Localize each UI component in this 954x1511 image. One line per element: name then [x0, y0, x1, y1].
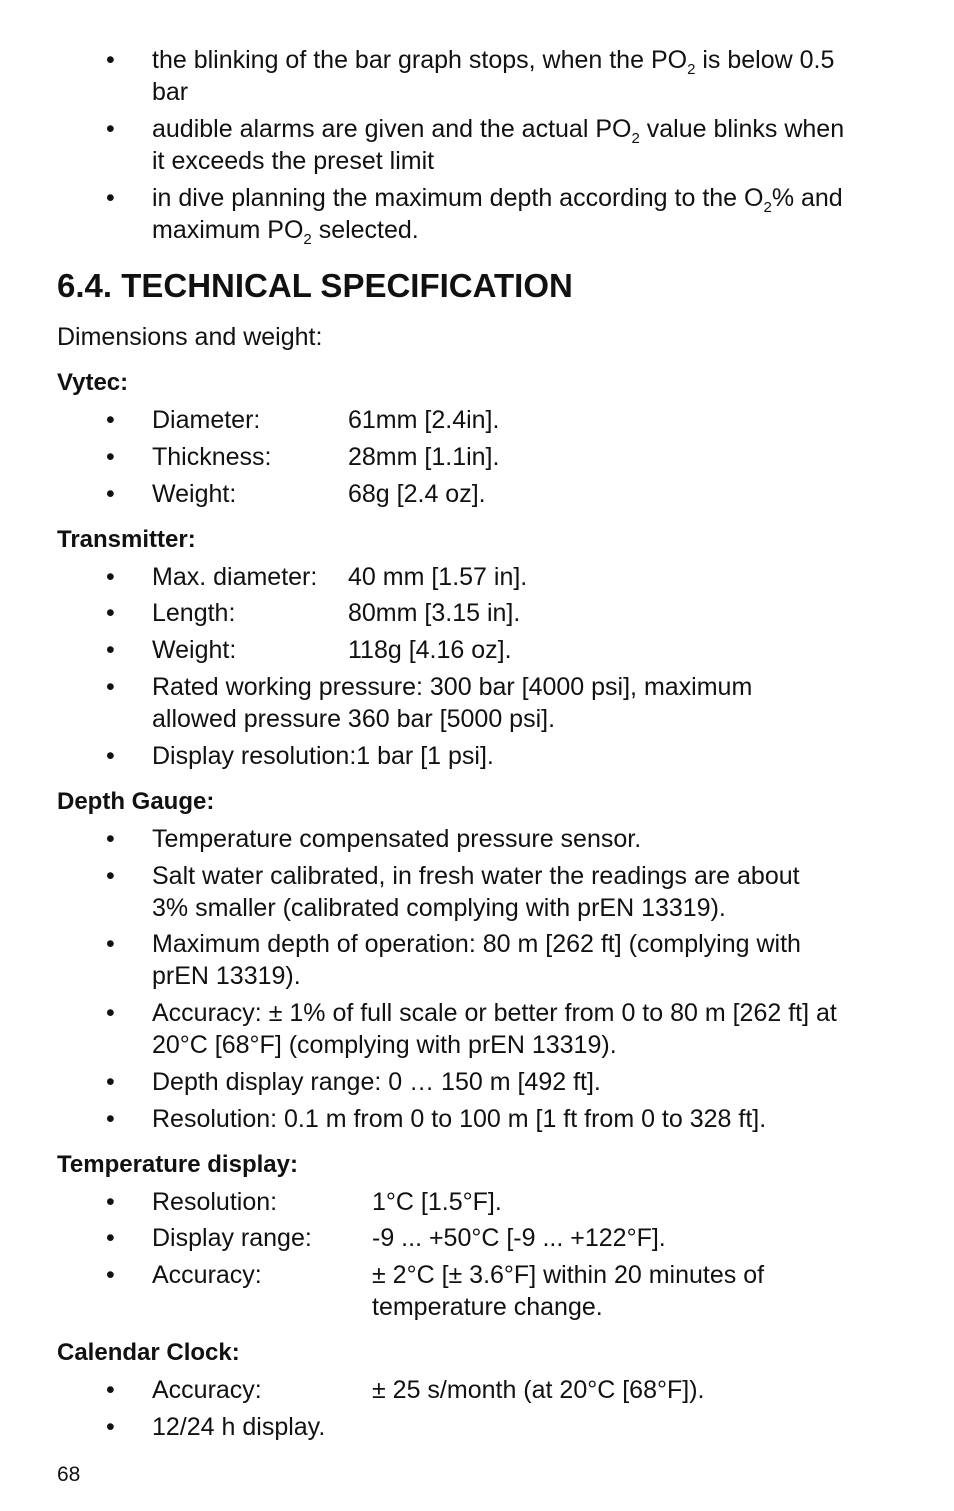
spec-value: 40 mm [1.57 in]. [348, 563, 528, 591]
intro-bullet-3-line1: in dive planning the maximum depth according to the $O_2\%$ and [152, 184, 843, 216]
transmitter-title: Transmitter: [57, 526, 196, 553]
depth-bullet-4-line2: 20°C [68°F] (complying with prEN 13319). [152, 1031, 617, 1059]
bullet-mark [106, 928, 115, 960]
temperature-title: Temperature display: [57, 1151, 298, 1178]
display-resolution: Display resolution:1 bar [1 psi]. [152, 742, 494, 770]
bullet-mark [106, 1066, 115, 1098]
depth-bullet-6: Resolution: 0.1 m from 0 to 100 m [1 ft from 0 to 328 ft]. [152, 1105, 767, 1133]
intro-bullet-2-line1: audible alarms are given and the actual $PO_2$ value blinks when [152, 115, 845, 147]
bullet-mark [106, 634, 115, 666]
bullet-mark [106, 182, 115, 214]
depth-bullet-5: Depth display range: 0 … 150 m [492 ft]. [152, 1068, 601, 1096]
spec-label: Weight: [152, 636, 237, 664]
bullet-mark [106, 1259, 115, 1291]
bullet-mark [106, 997, 115, 1029]
bullet-mark [106, 113, 115, 145]
spec-value: ± 2°C [± 3.6°F] within 20 minutes of [372, 1261, 765, 1289]
spec-label: Max. diameter: [152, 563, 318, 591]
depth-bullet-2-line2: 3% smaller (calibrated complying with prEN 13319). [152, 894, 726, 922]
bullet-mark [106, 44, 115, 76]
spec-value: 68g [2.4 oz]. [348, 480, 486, 508]
spec-value: ± 25 s/month (at 20°C [68°F]). [372, 1376, 705, 1404]
rated-pressure-line1: Rated working pressure: 300 bar [4000 psi], maximum [152, 673, 753, 701]
bullet-mark [106, 671, 115, 703]
depth-bullet-1: Temperature compensated pressure sensor. [152, 825, 642, 853]
intro-text: Dimensions and weight: [57, 323, 323, 351]
bullet-mark [106, 597, 115, 629]
intro-bullet-1-line1: the blinking of the bar graph stops, when the $PO_2$ is below 0.5 [152, 46, 835, 78]
depth-bullet-4-line1: Accuracy: ± 1% of full scale or better from 0 to 80 m [262 ft] at [152, 999, 837, 1027]
spec-label: Diameter: [152, 406, 261, 434]
bullet-mark [106, 1186, 115, 1218]
spec-label: Display range: [152, 1224, 312, 1252]
vytec-title: Vytec: [57, 369, 129, 396]
intro-bullet-1-line2: bar [152, 78, 189, 106]
depth-bullet-3-line2: prEN 13319). [152, 962, 301, 990]
spec-label: Resolution: [152, 1188, 278, 1216]
depth-bullet-2-line1: Salt water calibrated, in fresh water the readings are about [152, 862, 800, 890]
intro-bullet-3-line2: maximum $PO_2$ selected. [152, 216, 419, 248]
spec-value: 80mm [3.15 in]. [348, 599, 521, 627]
spec-value: -9 ... +50°C [-9 ... +122°F]. [372, 1224, 666, 1252]
clock-title: Calendar Clock: [57, 1339, 240, 1366]
spec-label: Accuracy: [152, 1261, 262, 1289]
spec-value: 118g [4.16 oz]. [348, 636, 512, 664]
bullet-mark [106, 1374, 115, 1406]
spec-value: 61mm [2.4in]. [348, 406, 500, 434]
bullet-mark [106, 561, 115, 593]
section-heading: 6.4. TECHNICAL SPECIFICATION [57, 267, 573, 304]
depth-gauge-title: Depth Gauge: [57, 788, 215, 815]
bullet-mark [106, 823, 115, 855]
spec-value: 1°C [1.5°F]. [372, 1188, 502, 1216]
depth-bullet-3-line1: Maximum depth of operation: 80 m [262 ft] (complying with [152, 930, 801, 958]
bullet-mark [106, 441, 115, 473]
bullet-mark [106, 1222, 115, 1254]
spec-value: 28mm [1.1in]. [348, 443, 500, 471]
spec-label: Thickness: [152, 443, 272, 471]
spec-label: Length: [152, 599, 236, 627]
spec-value-continued: temperature change. [372, 1293, 603, 1321]
rated-pressure-line2: allowed pressure 360 bar [5000 psi]. [152, 705, 556, 733]
page-number: 68 [57, 1463, 81, 1486]
bullet-mark [106, 404, 115, 436]
bullet-mark [106, 1411, 115, 1443]
intro-bullet-2-line2: it exceeds the preset limit [152, 147, 435, 175]
bullet-mark [106, 740, 115, 772]
spec-label: Weight: [152, 480, 237, 508]
clock-display: 12/24 h display. [152, 1413, 326, 1441]
bullet-mark [106, 860, 115, 892]
bullet-mark [106, 478, 115, 510]
spec-label: Accuracy: [152, 1376, 262, 1404]
bullet-mark [106, 1103, 115, 1135]
